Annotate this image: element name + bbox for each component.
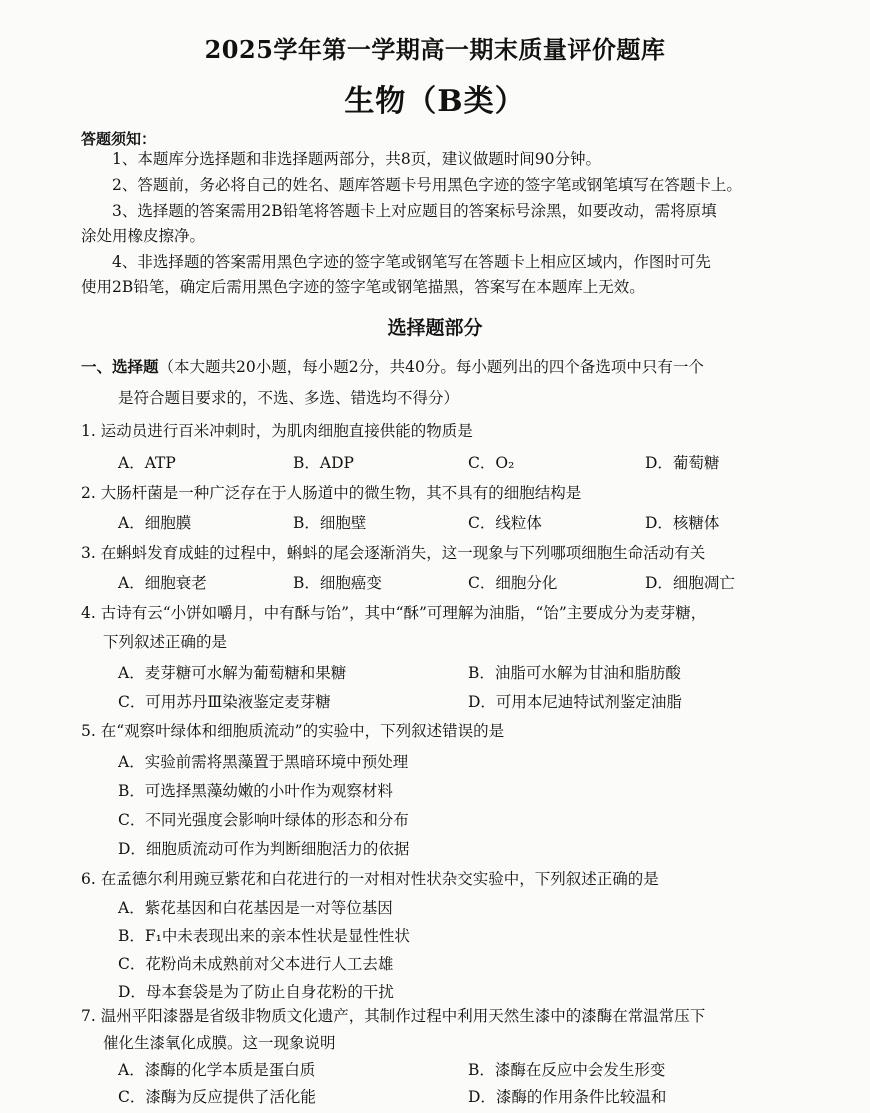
instruction-item-continued: 涂处用橡皮擦净。 — [81, 227, 206, 245]
option-c: C．漆酶为反应提供了活化能 — [118, 1088, 316, 1106]
instruction-item: 2、答题前，务必将自己的姓名、题库答题卡号用黑色字迹的签字笔或钢笔填写在答题卡上。 — [112, 176, 742, 194]
option-a: A．漆酶的化学本质是蛋白质 — [118, 1061, 316, 1079]
instruction-item-continued: 使用2B铅笔，确定后需用黑色字迹的签字笔或钢笔描黑，答案写在本题库上无效。 — [81, 278, 645, 296]
question-stem: 4. 古诗有云“小饼如嚼月，中有酥与饴”，其中“酥”可理解为油脂，“饴”主要成分为麦芽糖， — [81, 604, 707, 622]
option-b: B．漆酶在反应中会发生形变 — [468, 1061, 666, 1079]
option-b: B．细胞癌变 — [293, 574, 382, 592]
question-stem-continued: 催化生漆氧化成膜。这一现象说明 — [103, 1034, 336, 1052]
part-description-continued: 是符合题目要求的，不选、多选、错选均不得分） — [118, 389, 460, 407]
question-stem: 6. 在孟德尔利用豌豆紫花和白花进行的一对相对性状杂交实验中，下列叙述正确的是 — [81, 870, 659, 888]
question-stem: 1. 运动员进行百米冲刺时，为肌肉细胞直接供能的物质是 — [81, 422, 473, 440]
instruction-item: 3、选择题的答案需用2B铅笔将答题卡上对应题目的答案标号涂黑，如要改动，需将原填 — [112, 202, 717, 220]
section-title: 选择题部分 — [387, 317, 483, 339]
option-c: C．细胞分化 — [468, 574, 558, 592]
question-stem: 2. 大肠杆菌是一种广泛存在于人肠道中的微生物，其不具有的细胞结构是 — [81, 484, 582, 502]
option-d: D．母本套袋是为了防止自身花粉的干扰 — [118, 983, 394, 1001]
option-d: D．可用本尼迪特试剂鉴定油脂 — [468, 693, 682, 711]
question-stem-continued: 下列叙述正确的是 — [103, 633, 228, 651]
part-label: 一、选择题 — [81, 357, 159, 376]
option-a: A．细胞衰老 — [118, 574, 207, 592]
instruction-item: 1、本题库分选择题和非选择题两部分，共8页，建议做题时间90分钟。 — [112, 150, 601, 168]
option-d: D．细胞质流动可作为判断细胞活力的依据 — [118, 840, 410, 858]
option-d: D．核糖体 — [645, 514, 720, 532]
option-b: B．油脂可水解为甘油和脂肪酸 — [468, 664, 681, 682]
option-a: A．细胞膜 — [118, 514, 192, 532]
option-c: C．可用苏丹Ⅲ染液鉴定麦芽糖 — [118, 693, 331, 711]
option-c: C．不同光强度会影响叶绿体的形态和分布 — [118, 811, 409, 829]
question-stem: 7. 温州平阳漆器是省级非物质文化遗产，其制作过程中利用天然生漆中的漆酶在常温常压下 — [81, 1007, 706, 1025]
question-stem: 5. 在“观察叶绿体和细胞质流动”的实验中，下列叙述错误的是 — [81, 722, 505, 740]
option-b: B．ADP — [293, 454, 354, 472]
option-d: D．葡萄糖 — [645, 454, 720, 472]
option-a: A．麦芽糖可水解为葡萄糖和果糖 — [118, 664, 347, 682]
part-description: （本大题共20小题，每小题2分，共40分。每小题列出的四个备选项中只有一个 — [158, 358, 704, 376]
option-b: B．细胞壁 — [293, 514, 367, 532]
exam-subtitle: 生物（B类） — [344, 84, 526, 119]
option-c: C．O₂ — [468, 454, 515, 472]
option-d: D．细胞凋亡 — [645, 574, 735, 592]
option-c: C．线粒体 — [468, 514, 542, 532]
exam-title: 2025学年第一学期高一期末质量评价题库 — [204, 35, 666, 64]
option-b: B．可选择黑藻幼嫩的小叶作为观察材料 — [118, 782, 393, 800]
option-b: B．F₁中未表现出来的亲本性状是显性性状 — [118, 927, 410, 945]
instructions-heading: 答题须知： — [81, 130, 157, 148]
option-a: A．紫花基因和白花基因是一对等位基因 — [118, 899, 393, 917]
question-stem: 3. 在蝌蚪发育成蛙的过程中，蝌蚪的尾会逐渐消失，这一现象与下列哪项细胞生命活动有关 — [81, 544, 706, 562]
option-d: D．漆酶的作用条件比较温和 — [468, 1088, 667, 1106]
instruction-item: 4、非选择题的答案需用黑色字迹的签字笔或钢笔写在答题卡上相应区域内，作图时可先 — [112, 253, 711, 271]
option-a: A．实验前需将黑藻置于黑暗环境中预处理 — [118, 753, 409, 771]
option-a: A．ATP — [118, 454, 176, 472]
part-heading — [81, 356, 704, 378]
option-c: C．花粉尚未成熟前对父本进行人工去雄 — [118, 955, 394, 973]
